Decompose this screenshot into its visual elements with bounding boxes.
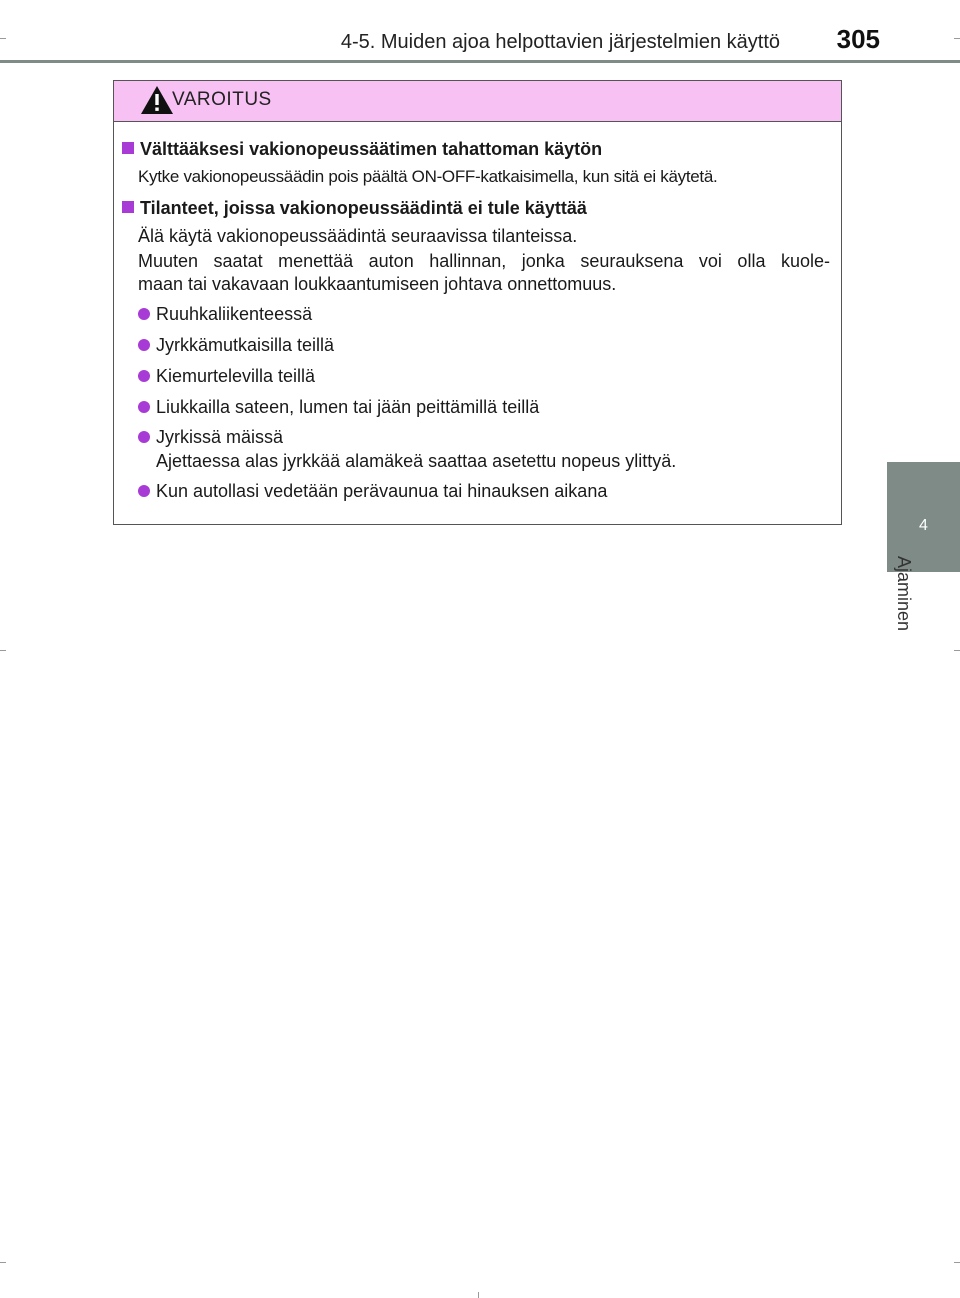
round-bullet-icon: [138, 401, 150, 413]
section-heading: [122, 137, 602, 161]
crop-mark: [0, 38, 6, 39]
section-text: Älä käytä vakionopeussäädintä seuraavissa tilanteissa.: [138, 226, 578, 246]
section-heading-text: Välttääksesi vakionopeussäätimen tahattoman käytön: [140, 139, 603, 159]
square-bullet-icon: [122, 201, 134, 213]
crop-mark: [0, 650, 6, 651]
chapter-number: 4: [919, 517, 928, 534]
crop-mark: [954, 38, 960, 39]
header-rule: [0, 60, 960, 63]
crop-mark: [954, 650, 960, 651]
list-item-text: Jyrkkämutkaisilla teillä: [156, 335, 335, 355]
chapter-label: Ajaminen: [894, 556, 914, 632]
round-bullet-icon: [138, 339, 150, 351]
round-bullet-icon: [138, 485, 150, 497]
section-heading: [122, 196, 587, 220]
crop-mark: [478, 1292, 479, 1298]
warning-triangle-icon: [140, 85, 174, 115]
square-bullet-icon: [122, 142, 134, 154]
section-text: Muuten saatat menettää auton hallinnan, jonka seurauksena voi olla kuole-: [138, 251, 830, 271]
list-item: [138, 303, 312, 326]
crop-mark: [0, 1262, 6, 1263]
list-item: [138, 426, 283, 449]
list-item-subtext: Ajettaessa alas jyrkkää alamäkeä saattaa asetettu nopeus ylittyä.: [156, 451, 677, 471]
list-item-text: Kun autollasi vedetään perävaunua tai hinauksen aikana: [156, 481, 608, 501]
crop-mark: [954, 1262, 960, 1263]
list-item: [138, 396, 539, 419]
list-item-text: Kiemurtelevilla teillä: [156, 366, 316, 386]
list-item-text: Jyrkissä mäissä: [156, 427, 284, 447]
warning-box: [113, 80, 842, 525]
section-text: maan tai vakavaan loukkaantumiseen johtava onnettomuus.: [138, 274, 617, 294]
round-bullet-icon: [138, 431, 150, 443]
round-bullet-icon: [138, 308, 150, 320]
list-item-text: Ruuhkaliikenteessä: [156, 304, 313, 324]
list-item: [138, 334, 334, 357]
section-title: 4-5. Muiden ajoa helpottavien järjestelmien käyttö: [340, 31, 780, 53]
list-item: [138, 480, 607, 503]
page-number: 305: [836, 24, 880, 54]
section-text: Kytke vakionopeussäädin pois päältä ON-OFF-katkaisimella, kun sitä ei käytetä.: [138, 167, 718, 186]
warning-header: [114, 81, 841, 122]
list-item: [138, 365, 315, 388]
round-bullet-icon: [138, 370, 150, 382]
warning-title: VAROITUS: [172, 89, 272, 110]
list-item-text: Liukkailla sateen, lumen tai jään peittämillä teillä: [156, 397, 540, 417]
section-heading-text: Tilanteet, joissa vakionopeussäädintä ei tule käyttää: [140, 198, 587, 218]
